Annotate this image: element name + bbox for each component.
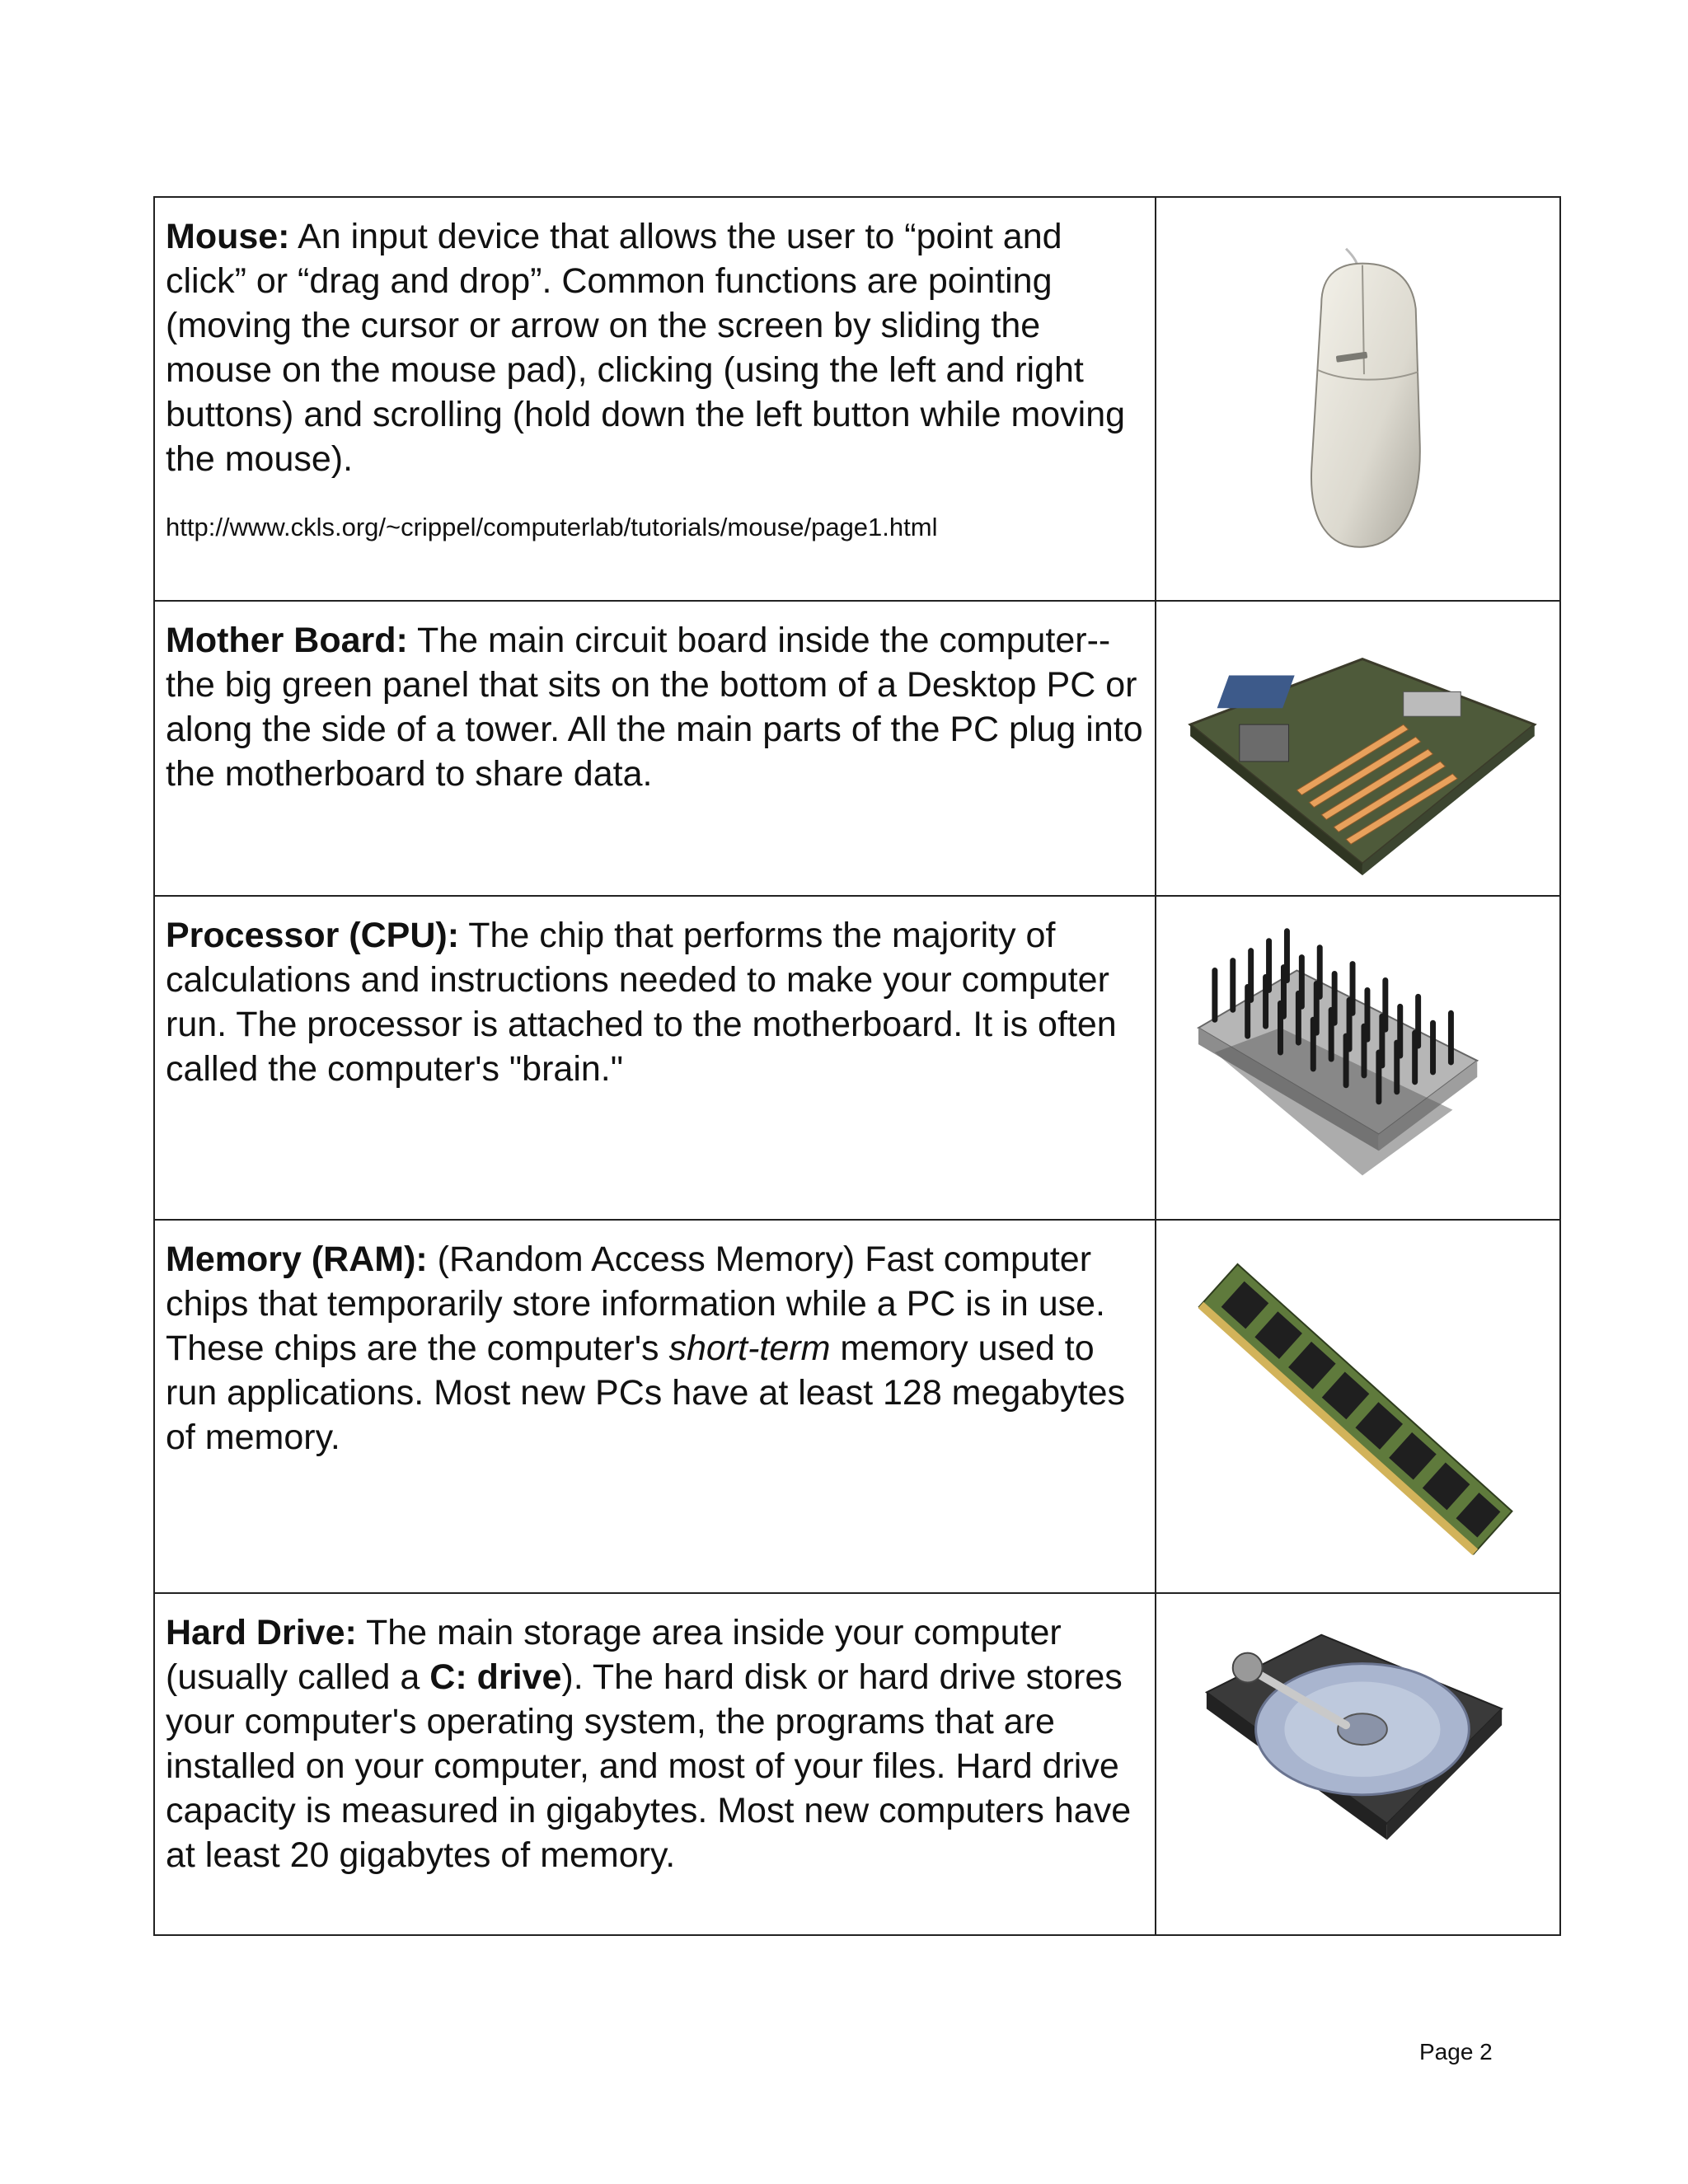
image-cell xyxy=(1156,197,1560,601)
definition-strong: C: drive xyxy=(429,1657,562,1697)
table-row xyxy=(154,601,1560,896)
computer-mouse-image xyxy=(1156,198,1559,600)
definition-body: The main storage area inside your computer (usually called a xyxy=(166,1613,1062,1697)
definition-text xyxy=(166,1237,1146,1460)
hard-drive-image xyxy=(1156,1594,1559,1934)
definition-body-end: ). The hard disk or hard drive stores your computer's operating system, the programs that are installed on your computer, and most of your files. Hard drive capacity is measured in gigabytes. Most new computers have at least 20 gigabytes of memory. xyxy=(166,1657,1132,1875)
image-cell xyxy=(1156,1220,1560,1593)
definition-text xyxy=(166,913,1146,1091)
source-url: http://www.ckls.org/~crippel/computerlab/tutorials/mouse/page1.html xyxy=(166,513,938,541)
table-row xyxy=(154,1220,1560,1593)
text-cell xyxy=(154,601,1156,896)
image-cell xyxy=(1156,1593,1560,1935)
term-label: Memory (RAM): xyxy=(166,1240,428,1279)
definition-body: The chip that performs the majority of calculations and instructions needed to make your computer run. The processor is attached to the motherboard. It is often called the computer's "brain." xyxy=(166,916,1117,1089)
page-number: Page 2 xyxy=(1419,2039,1493,2064)
definition-body: An input device that allows the user to “point and click” or “drag and drop”. Common functions are pointing (moving the cursor or arrow on the screen by sliding the mouse on the mouse pad), clicking (using the left and right buttons) and scrolling (hold down the left button while moving the mouse). xyxy=(166,217,1126,479)
processor-heatsink-image xyxy=(1156,897,1559,1219)
table-row xyxy=(154,896,1560,1220)
definition-text xyxy=(166,1610,1146,1877)
definition-body: The main circuit board inside the computer--the big green panel that sits on the bottom of a Desktop PC or along the side of a tower. All the main parts of the PC plug into the motherboard to share data. xyxy=(166,621,1143,794)
image-cell xyxy=(1156,896,1560,1220)
definition-text xyxy=(166,618,1146,796)
ram-module-image xyxy=(1156,1221,1559,1592)
table-row xyxy=(154,197,1560,601)
term-label: Processor (CPU): xyxy=(166,916,460,955)
text-cell xyxy=(154,1220,1156,1593)
glossary-table xyxy=(153,196,1561,1936)
table-row xyxy=(154,1593,1560,1935)
image-cell xyxy=(1156,601,1560,896)
definition-body-end: memory used to run applications. Most new PCs have at least 128 megabytes of memory. xyxy=(166,1329,1126,1457)
term-label: Hard Drive: xyxy=(166,1613,357,1652)
text-cell xyxy=(154,896,1156,1220)
term-label: Mouse: xyxy=(166,217,290,256)
text-cell xyxy=(154,1593,1156,1935)
definition-text xyxy=(166,214,1146,481)
definition-body: (Random Access Memory) Fast computer chips that temporarily store information while a PC is in use. These chips are the computer's xyxy=(166,1240,1105,1368)
text-cell xyxy=(154,197,1156,601)
definition-emphasis: short-term xyxy=(668,1329,831,1368)
motherboard-image xyxy=(1156,602,1559,895)
term-label: Mother Board: xyxy=(166,621,408,660)
